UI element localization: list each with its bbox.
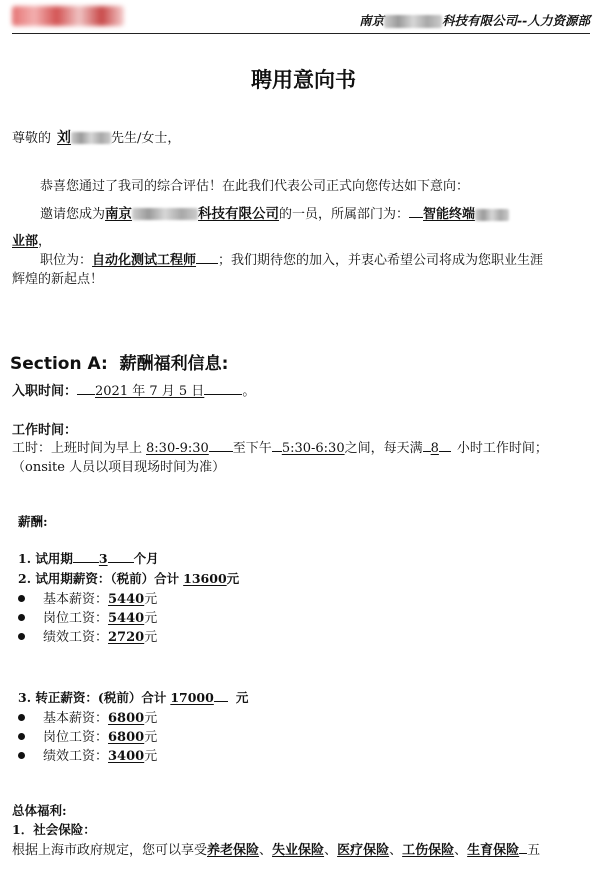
- page-title: 聘用意向书: [251, 67, 356, 92]
- onboard-date: 2021 年 7 月 5 日: [95, 384, 205, 399]
- bullet-icon: [18, 614, 25, 621]
- benefits-line: 根据上海市政府规定，您可以享受养老保险、失业保险、医疗保险、工伤保险、生育保险 五: [12, 843, 541, 858]
- redaction: [475, 209, 509, 221]
- section-a-heading: Section A: 薪酬福利信息:: [10, 354, 229, 374]
- prob-item-basic: 基本薪资：5440元: [18, 588, 157, 607]
- social-insurance-label: 1．社会保险：: [12, 822, 96, 837]
- recipient-name: 刘: [57, 130, 111, 146]
- intro-text: 恭喜您通过了我司的综合评估！在此我们代表公司正式向您传达如下意向：: [40, 179, 470, 194]
- bullet-icon: [18, 714, 25, 721]
- probation-period: 1. 试用期 3 个月: [18, 551, 159, 566]
- redaction: [132, 208, 198, 220]
- position-line: 职位为：自动化测试工程师 ；我们期待您的加入，并衷心希望公司将成为您职业生涯: [40, 253, 544, 268]
- company-logo: [12, 6, 124, 26]
- worktime-label: 工作时间：: [12, 423, 78, 438]
- company-name: 南京 科技有限公司: [105, 206, 280, 222]
- bullet-icon: [18, 733, 25, 740]
- invite-line-2: 业部，: [12, 234, 52, 249]
- prob-item-post: 岗位工资：5440元: [18, 607, 157, 626]
- probation-pay-total: 2. 试用期薪资：（税前）合计 13600元: [18, 571, 240, 586]
- bullet-icon: [18, 752, 25, 759]
- onboard-line: 入职时间： 2021 年 7 月 5 日 。: [12, 384, 256, 399]
- reg-item-post: 岗位工资：6800元: [18, 726, 157, 745]
- invite-line: 邀请您成为南京 科技有限公司的一员，所属部门为： 智能终端: [40, 202, 509, 222]
- position-title: 自动化测试工程师: [92, 253, 197, 268]
- prob-item-performance: 绩效工资：2720元: [18, 626, 157, 645]
- department-name: 智能终端: [423, 207, 509, 222]
- salary-label: 薪酬:: [18, 514, 48, 529]
- header-rule: [12, 33, 590, 34]
- position-line-2: 辉煌的新起点！: [12, 272, 104, 287]
- greeting: 尊敬的 刘 先生/女士，: [12, 130, 181, 146]
- reg-item-basic: 基本薪资：6800元: [18, 707, 157, 726]
- redaction: [384, 15, 442, 28]
- header-department: 南京 科技有限公司--人力资源部: [359, 13, 590, 28]
- benefits-label: 总体福利:: [12, 803, 67, 818]
- reg-item-performance: 绩效工资：3400元: [18, 745, 157, 764]
- worktime-line: 工时：上班时间为早上 8:30-9:30 至下午 5:30-6:30之间，每天满 8 小时工作时间；: [12, 441, 548, 456]
- regular-pay-total: 3. 转正薪资：(税前）合计 17000 元: [18, 690, 249, 705]
- worktime-note: （onsite 人员以项目现场时间为准）: [12, 460, 226, 475]
- bullet-icon: [18, 595, 25, 602]
- redaction: [71, 132, 111, 144]
- bullet-icon: [18, 633, 25, 640]
